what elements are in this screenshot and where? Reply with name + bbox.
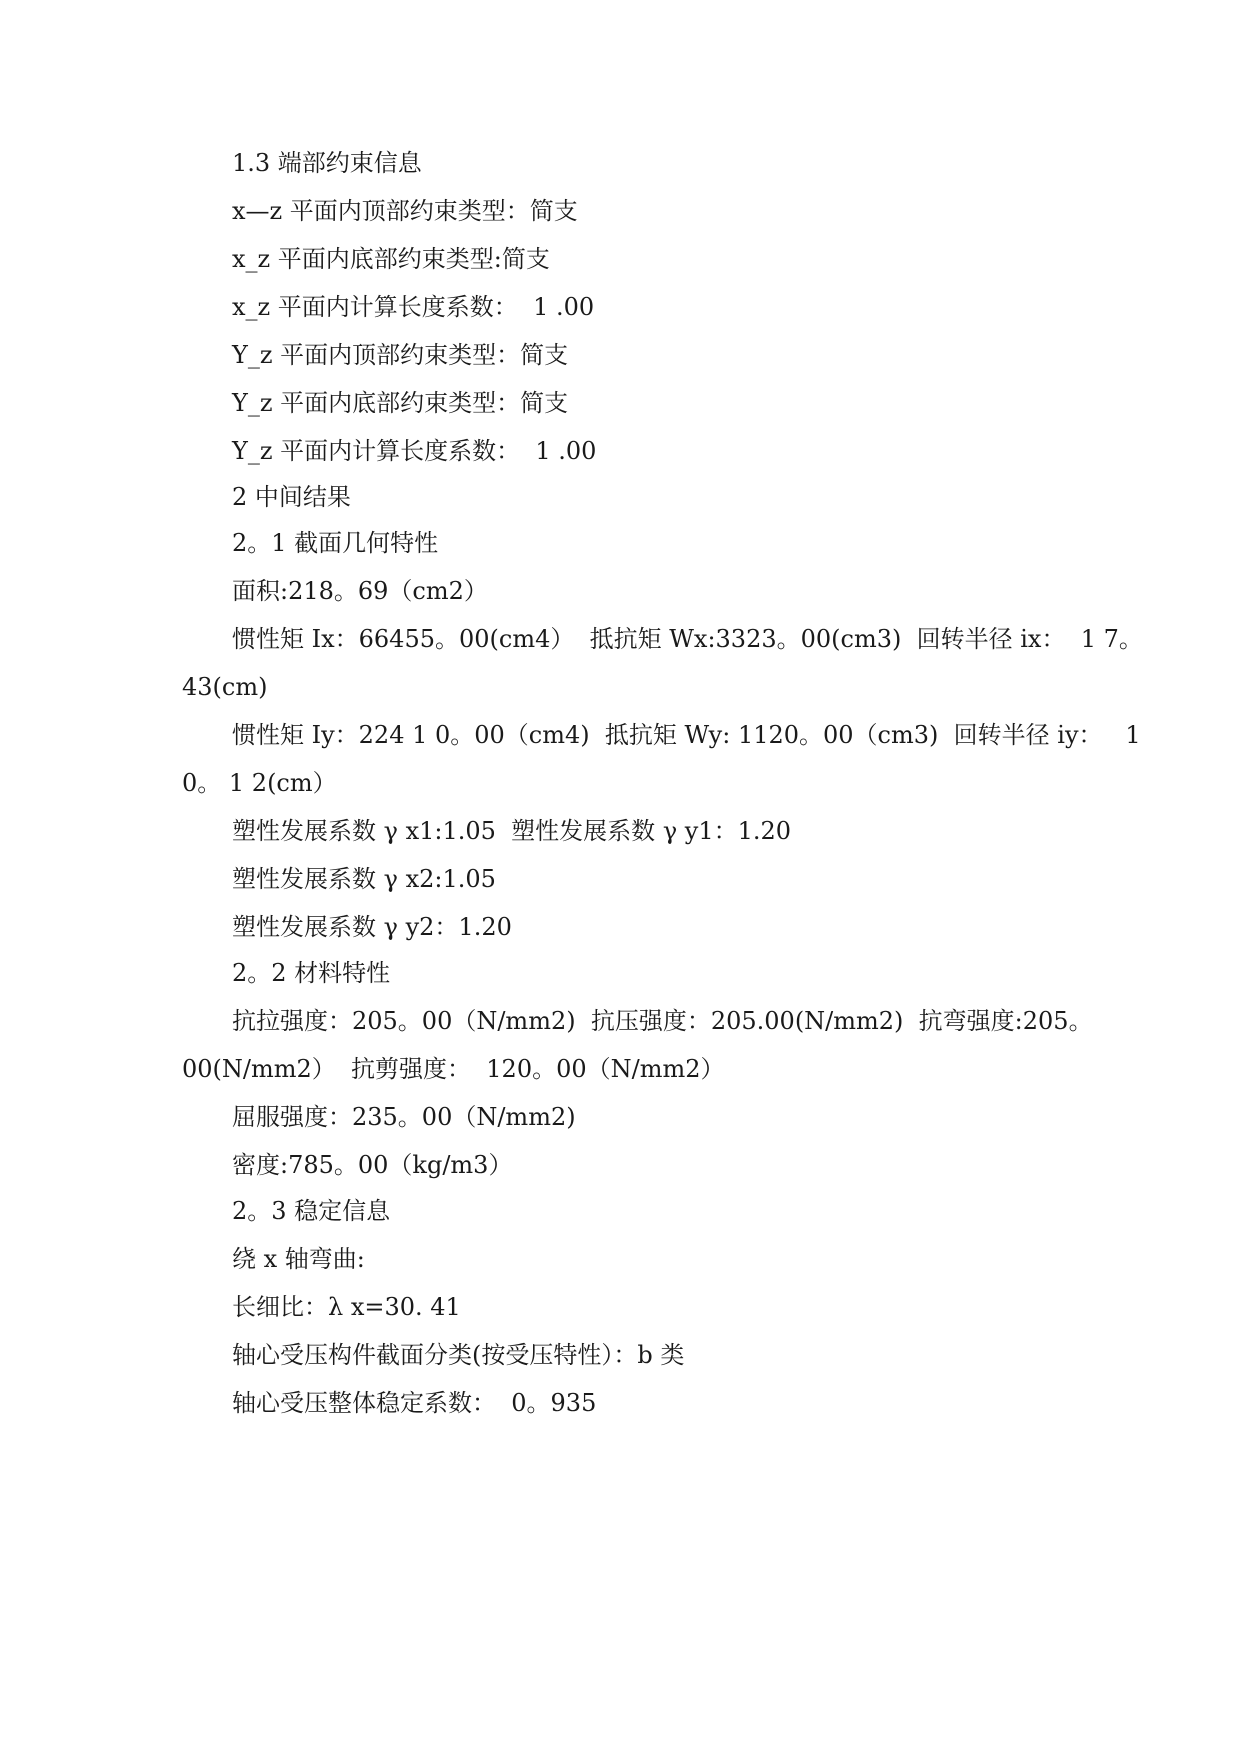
text-line: x_z 平面内计算长度系数： 1 .00 xyxy=(232,293,595,321)
text-line: Y_z 平面内计算长度系数： 1 .00 xyxy=(232,437,597,465)
text-line: Y_z 平面内顶部约束类型：简支 xyxy=(232,341,569,369)
text-line: x_z 平面内底部约束类型:简支 xyxy=(232,245,550,273)
section-heading-intermediate-results: 2 中间结果 xyxy=(232,483,351,511)
text-line: 塑性发展系数 γ y2：1.20 xyxy=(232,913,512,941)
section-heading-section-properties: 2。1 截面几何特性 xyxy=(232,529,439,557)
text-line: 轴心受压构件截面分类(按受压特性）：b 类 xyxy=(232,1341,685,1369)
section-heading-stability-info: 2。3 稳定信息 xyxy=(232,1197,391,1225)
text-line: 抗拉强度：205。00（N/mm2) 抗压强度：205.00(N/mm2) 抗弯强度:205。 xyxy=(232,1007,1093,1035)
text-line: 轴心受压整体稳定系数： 0。935 xyxy=(232,1389,597,1417)
text-line: 绕 x 轴弯曲: xyxy=(232,1245,365,1273)
text-line: 密度:785。00（kg/m3） xyxy=(232,1151,513,1179)
text-line: 00(N/mm2） 抗剪强度： 120。00（N/mm2） xyxy=(182,1055,725,1083)
text-line: 屈服强度：235。00（N/mm2) xyxy=(232,1103,576,1131)
text-line: 43(cm) xyxy=(182,673,268,701)
section-heading-end-constraints: 1.3 端部约束信息 xyxy=(232,149,422,177)
text-line: 塑性发展系数 γ x1:1.05 塑性发展系数 γ y1：1.20 xyxy=(232,817,792,845)
text-line: 塑性发展系数 γ x2:1.05 xyxy=(232,865,496,893)
text-line: Y_z 平面内底部约束类型：简支 xyxy=(232,389,569,417)
text-line: 惯性矩 Iy：224 1 0。00（cm4) 抵抗矩 Wy: 1120。00（cm3) 回转半径 iy： 1 xyxy=(232,721,1141,749)
text-line: 面积:218。69（cm2） xyxy=(232,577,488,605)
section-heading-material-properties: 2。2 材料特性 xyxy=(232,959,391,987)
text-line: x—z 平面内顶部约束类型：简支 xyxy=(232,197,578,225)
text-line: 长细比：λ x=30. 41 xyxy=(232,1293,461,1321)
text-line: 惯性矩 Ix：66455。00(cm4） 抵抗矩 Wx:3323。00(cm3) 回转半径 ix： 1 7。 xyxy=(232,625,1143,653)
text-line: 0。 1 2(cm） xyxy=(182,769,337,797)
